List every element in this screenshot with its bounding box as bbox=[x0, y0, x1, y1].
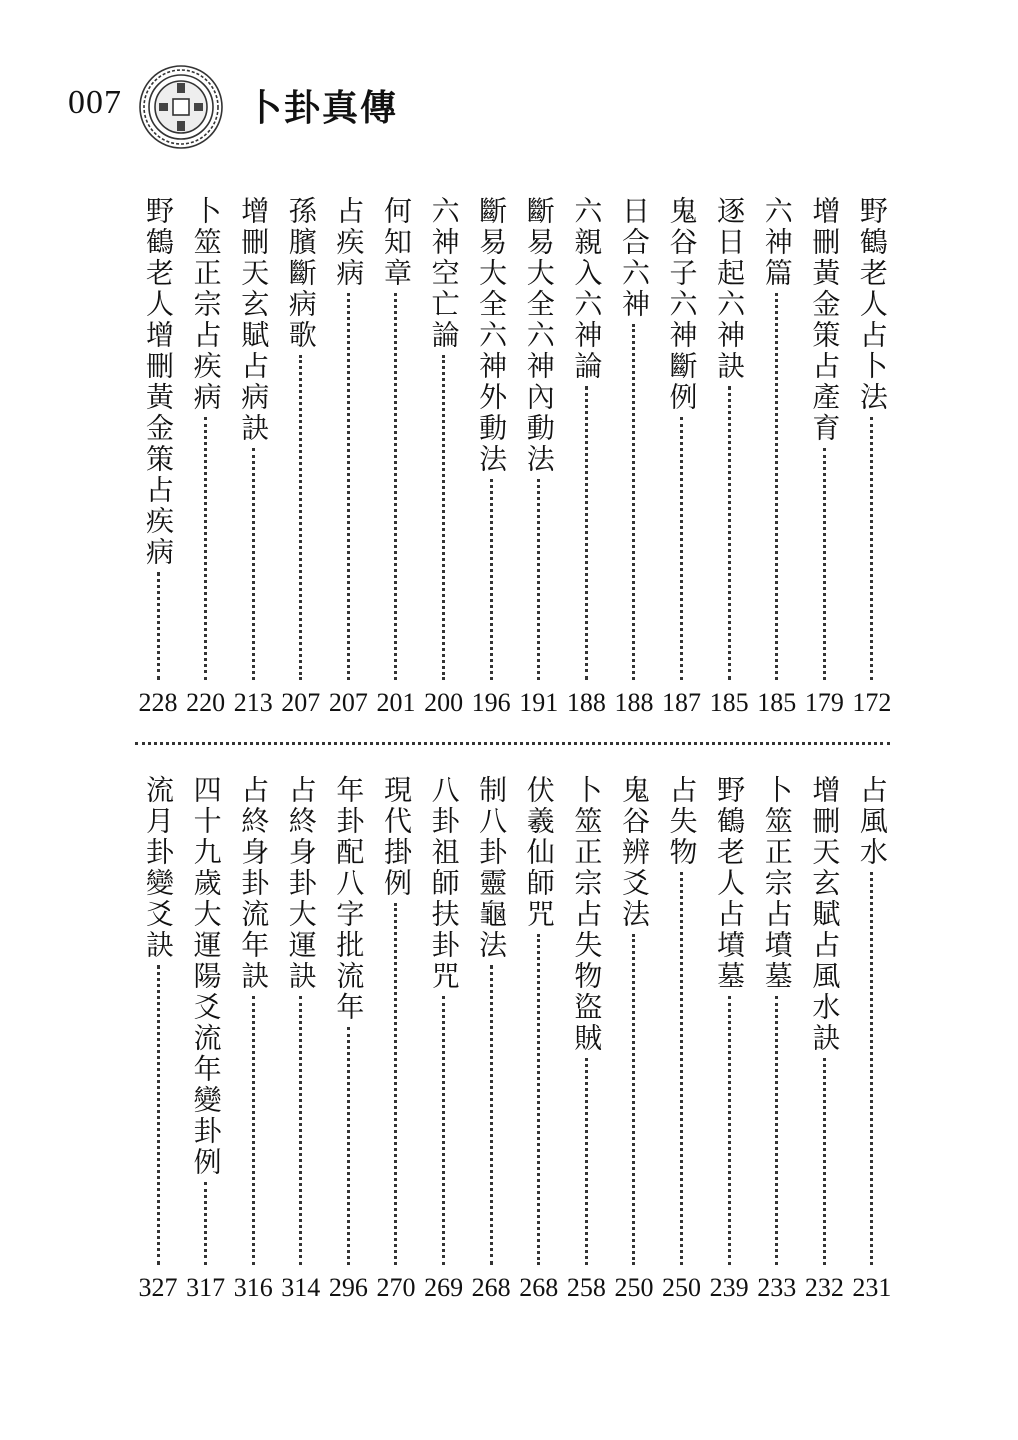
toc-entry-title: 野鶴老人增刪黃金策占疾病 bbox=[142, 196, 175, 568]
toc-entry-title: 野鶴老人占墳墓 bbox=[713, 775, 747, 992]
toc-entry-title: 斷易大全六神內動法 bbox=[522, 196, 556, 475]
dot-leader bbox=[252, 448, 255, 680]
toc-entry-page: 200 bbox=[424, 688, 464, 717]
dot-leader bbox=[252, 996, 255, 1265]
toc-entry-page: 258 bbox=[566, 1273, 606, 1302]
dot-leader bbox=[490, 965, 493, 1265]
toc-entry[interactable] bbox=[754, 196, 800, 718]
toc-entry-page: 187 bbox=[662, 688, 702, 717]
toc-entry-page: 250 bbox=[614, 1273, 654, 1302]
dot-leader bbox=[299, 996, 302, 1265]
toc-entry-page: 268 bbox=[519, 1273, 559, 1302]
toc-entry-page: 317 bbox=[186, 1273, 226, 1302]
toc-entry[interactable] bbox=[325, 196, 371, 718]
dot-leader bbox=[347, 293, 350, 680]
dot-leader bbox=[204, 417, 207, 680]
dot-leader bbox=[823, 1058, 826, 1265]
toc-entry[interactable] bbox=[659, 196, 705, 718]
dot-leader bbox=[490, 479, 493, 680]
dot-leader bbox=[585, 386, 588, 680]
toc-entry-title: 卜筮正宗占失物盜賊 bbox=[570, 775, 604, 1054]
coin-emblem-icon bbox=[138, 64, 224, 150]
toc-entry-page: 201 bbox=[376, 688, 416, 717]
toc-entry[interactable] bbox=[135, 196, 181, 718]
toc-entry-page: 327 bbox=[138, 1273, 178, 1302]
toc-entry-title: 卜筮正宗占疾病 bbox=[189, 196, 223, 413]
toc-entry-title: 占失物 bbox=[665, 775, 699, 868]
toc-entry-page: 179 bbox=[804, 688, 844, 717]
toc-entry-page: 268 bbox=[471, 1273, 511, 1302]
toc-entry-title: 孫臏斷病歌 bbox=[284, 196, 318, 351]
toc-entry-page: 228 bbox=[138, 688, 178, 717]
toc-entry[interactable] bbox=[183, 196, 229, 718]
toc-entry-title: 日合六神 bbox=[617, 196, 651, 320]
page-header bbox=[68, 64, 488, 154]
toc-entry-page: 188 bbox=[566, 688, 606, 717]
toc-entry[interactable] bbox=[468, 775, 514, 1303]
toc-entry-title: 占風水 bbox=[855, 775, 889, 868]
toc-entry[interactable] bbox=[468, 196, 514, 718]
toc-entry-page: 172 bbox=[852, 688, 892, 717]
dot-leader bbox=[585, 1058, 588, 1265]
toc-entry-title: 制八卦靈龜法 bbox=[475, 775, 509, 961]
toc-entry-title: 增刪天玄賦占病訣 bbox=[237, 196, 271, 444]
dot-leader bbox=[775, 996, 778, 1265]
toc-entry-page: 185 bbox=[709, 688, 749, 717]
dot-leader bbox=[157, 965, 160, 1265]
toc-entry-page: 232 bbox=[804, 1273, 844, 1302]
toc-entry-page: 196 bbox=[471, 688, 511, 717]
dot-leader bbox=[680, 417, 683, 680]
toc-entry-title: 鬼谷子六神斷例 bbox=[665, 196, 699, 413]
toc-entry-page: 239 bbox=[709, 1273, 749, 1302]
toc-entry[interactable] bbox=[135, 775, 181, 1303]
toc-entry[interactable] bbox=[278, 775, 324, 1303]
dot-leader bbox=[823, 448, 826, 680]
toc-entry[interactable] bbox=[516, 775, 562, 1303]
toc-entry-page: 191 bbox=[519, 688, 559, 717]
dot-leader bbox=[680, 872, 683, 1265]
toc-entry-title: 占終身卦大運訣 bbox=[284, 775, 318, 992]
toc-entry[interactable] bbox=[516, 196, 562, 718]
dot-leader bbox=[442, 996, 445, 1265]
toc-entry-title: 野鶴老人占卜法 bbox=[855, 196, 889, 413]
toc-entry[interactable] bbox=[754, 775, 800, 1303]
toc-entry-title: 六神篇 bbox=[760, 196, 794, 289]
toc-entry[interactable] bbox=[563, 775, 609, 1303]
dot-leader bbox=[728, 386, 731, 680]
toc-entry-page: 231 bbox=[852, 1273, 892, 1302]
page-number: 007 bbox=[68, 84, 122, 121]
toc-entry-page: 207 bbox=[328, 688, 368, 717]
toc-entry-title: 現代掛例 bbox=[379, 775, 413, 899]
toc-entry-page: 269 bbox=[424, 1273, 464, 1302]
toc-entry-title: 何知章 bbox=[379, 196, 413, 289]
dot-leader bbox=[537, 479, 540, 680]
toc-entry-title: 卜筮正宗占墳墓 bbox=[760, 775, 794, 992]
toc-entry-page: 233 bbox=[757, 1273, 797, 1302]
dot-leader bbox=[728, 996, 731, 1265]
toc-entry[interactable] bbox=[230, 775, 276, 1303]
toc-entry[interactable] bbox=[373, 775, 419, 1303]
dot-leader bbox=[442, 355, 445, 680]
toc-entry-title: 八卦祖師扶卦咒 bbox=[427, 775, 461, 992]
toc-entry-title: 占疾病 bbox=[332, 196, 366, 289]
toc-entry[interactable] bbox=[563, 196, 609, 718]
toc-entry[interactable] bbox=[611, 775, 657, 1303]
toc-entry-page: 250 bbox=[662, 1273, 702, 1302]
toc-entry[interactable] bbox=[278, 196, 324, 718]
toc-entry-page: 314 bbox=[281, 1273, 321, 1302]
toc-entry[interactable] bbox=[325, 775, 371, 1303]
toc-entry-title: 占終身卦流年訣 bbox=[237, 775, 271, 992]
dot-leader bbox=[204, 1182, 207, 1265]
dot-leader bbox=[775, 293, 778, 680]
dot-leader bbox=[870, 872, 873, 1265]
toc-entry-title: 增刪天玄賦占風水訣 bbox=[808, 775, 842, 1054]
toc-entry-title: 流月卦變爻訣 bbox=[142, 775, 175, 961]
toc-entry-title: 年卦配八字批流年 bbox=[332, 775, 366, 1023]
toc-entry[interactable] bbox=[849, 196, 895, 718]
section-divider bbox=[135, 742, 890, 745]
toc-entry[interactable] bbox=[659, 775, 705, 1303]
toc-entry[interactable] bbox=[706, 196, 752, 718]
toc-entry-page: 185 bbox=[757, 688, 797, 717]
dot-leader bbox=[394, 903, 397, 1265]
toc-entry-title: 斷易大全六神外動法 bbox=[475, 196, 509, 475]
toc-entry[interactable] bbox=[801, 196, 847, 718]
toc-entry-title: 伏羲仙師咒 bbox=[522, 775, 556, 930]
toc-entry-page: 316 bbox=[233, 1273, 273, 1302]
toc-entry-title: 六親入六神論 bbox=[570, 196, 604, 382]
toc-entry-title: 增刪黃金策占產育 bbox=[808, 196, 842, 444]
dot-leader bbox=[394, 293, 397, 680]
toc-entry-page: 188 bbox=[614, 688, 654, 717]
dot-leader bbox=[870, 417, 873, 680]
toc-entry-page: 213 bbox=[233, 688, 273, 717]
toc-entry-title: 逐日起六神訣 bbox=[713, 196, 747, 382]
dot-leader bbox=[632, 934, 635, 1265]
toc-entry[interactable] bbox=[611, 196, 657, 718]
dot-leader bbox=[632, 324, 635, 680]
dot-leader bbox=[347, 1027, 350, 1265]
toc-entry-page: 207 bbox=[281, 688, 321, 717]
toc-entry[interactable] bbox=[801, 775, 847, 1303]
toc-entry-page: 220 bbox=[186, 688, 226, 717]
dot-leader bbox=[537, 934, 540, 1265]
toc-entry-title: 六神空亡論 bbox=[427, 196, 461, 351]
toc-entry[interactable] bbox=[183, 775, 229, 1303]
book-title: 卜卦真傳 bbox=[246, 88, 399, 129]
toc-section-2 bbox=[135, 775, 895, 1303]
toc-entry-page: 270 bbox=[376, 1273, 416, 1302]
toc-section-1 bbox=[135, 196, 895, 718]
toc-entry-title: 四十九歲大運陽爻流年變卦例 bbox=[189, 775, 223, 1178]
toc-entry-page: 296 bbox=[328, 1273, 368, 1302]
toc-entry[interactable] bbox=[849, 775, 895, 1303]
toc-entry-title: 鬼谷辨爻法 bbox=[617, 775, 651, 930]
dot-leader bbox=[157, 572, 160, 680]
toc-entry[interactable] bbox=[421, 196, 467, 718]
toc-entry[interactable] bbox=[373, 196, 419, 718]
toc-entry[interactable] bbox=[706, 775, 752, 1303]
dot-leader bbox=[299, 355, 302, 680]
toc-entry[interactable] bbox=[230, 196, 276, 718]
toc-entry[interactable] bbox=[421, 775, 467, 1303]
